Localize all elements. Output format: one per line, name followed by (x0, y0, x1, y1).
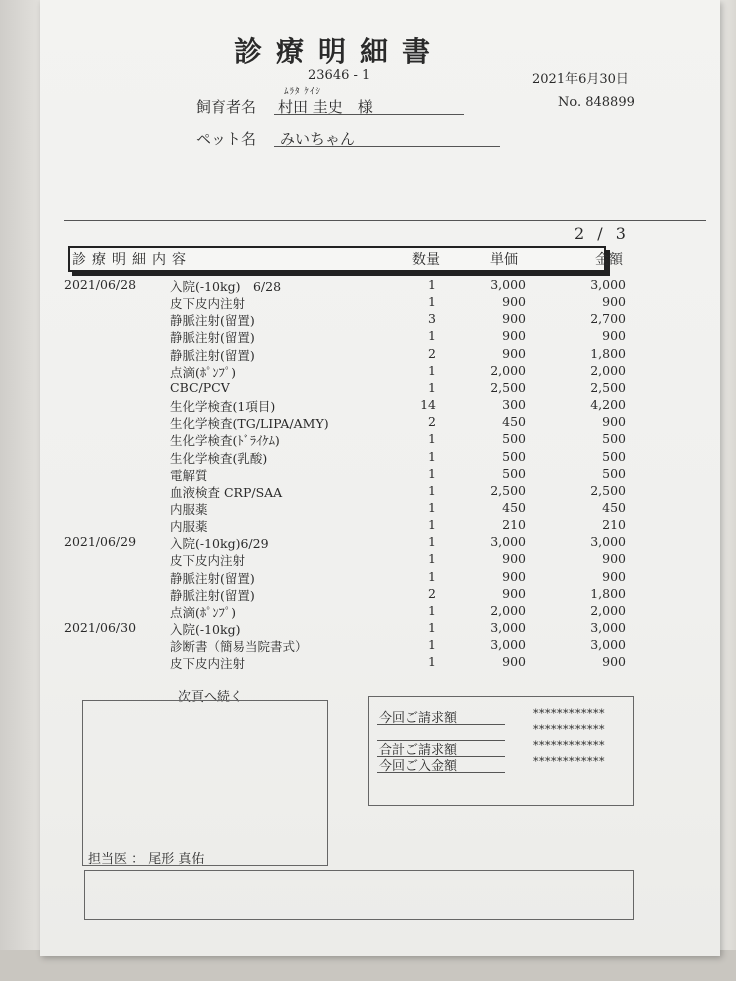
row-unit-price: 500 (502, 465, 526, 481)
row-quantity: 2 (428, 345, 436, 361)
row-item: 入院(-10kg) 6/28 (170, 279, 282, 294)
owner-name: 村田 圭史 様 (278, 98, 373, 116)
header-unit-price: 単価 (490, 252, 518, 268)
row-item: 入院(-10kg) (170, 622, 241, 637)
row-item: 静脈注射(留置) (170, 330, 255, 346)
row-unit-price: 2,000 (490, 362, 526, 378)
statement-number: No. 848899 (558, 95, 635, 110)
row-unit-price: 300 (502, 397, 526, 413)
row-item: 診断書（簡易当院書式） (170, 639, 308, 655)
table-row (40, 277, 720, 294)
row-amount: 3,000 (590, 534, 626, 550)
row-unit-price: 210 (502, 517, 526, 533)
table-row (40, 346, 720, 363)
row-amount: 1,800 (590, 585, 626, 601)
table-row (40, 363, 720, 380)
row-unit-price: 3,000 (490, 620, 526, 635)
row-unit-price: 900 (502, 654, 526, 670)
row-item: 静脈注射(留置) (170, 570, 255, 586)
row-quantity: 1 (428, 551, 436, 567)
table-row (40, 551, 720, 568)
row-quantity: 1 (428, 277, 436, 292)
row-amount: 2,000 (590, 602, 626, 618)
row-unit-price: 450 (502, 414, 526, 430)
summary-label: 今回ご入金額 (379, 759, 458, 774)
summary-box (368, 696, 634, 806)
row-amount: 3,000 (590, 620, 626, 635)
summary-value: ************ (533, 723, 605, 736)
row-amount: 900 (602, 328, 626, 344)
header-quantity: 数量 (412, 252, 440, 268)
row-quantity: 1 (428, 499, 436, 515)
summary-underline (377, 724, 505, 725)
pet-underline (274, 146, 500, 147)
row-item: 生化学検査(ﾄﾞﾗｲｹﾑ) (170, 433, 280, 449)
divider (64, 220, 706, 221)
header-content: 診療明細内容 (72, 252, 192, 268)
row-unit-price: 2,500 (490, 379, 526, 395)
row-quantity: 1 (428, 620, 436, 635)
table-row (40, 483, 720, 500)
row-amount: 2,500 (590, 379, 626, 395)
summary-underline (377, 772, 505, 773)
row-unit-price: 500 (502, 448, 526, 464)
table-row (40, 534, 720, 551)
row-item: 生化学検査(1項目) (170, 399, 276, 415)
row-amount: 900 (602, 568, 626, 584)
summary-label: 今回ご請求額 (379, 711, 458, 726)
row-amount: 900 (602, 551, 626, 567)
table-row (40, 380, 720, 397)
row-date: 2021/06/29 (64, 534, 137, 550)
continued-note: 次頁へ続く (178, 690, 244, 705)
background-left (0, 0, 40, 981)
row-item: 血液検査 CRP/SAA (170, 484, 283, 500)
summary-label: 合計ご請求額 (379, 743, 458, 758)
pet-label: ペット名 (196, 130, 257, 148)
document-title: 診療明細書 (234, 35, 445, 68)
row-item: 生化学検査(乳酸) (170, 450, 268, 466)
row-item: CBC/PCV (170, 379, 230, 395)
owner-ruby: ﾑﾗﾀ ｹｲｼ (284, 87, 321, 97)
table-row (40, 654, 720, 671)
table-row (40, 414, 720, 431)
table-row (40, 311, 720, 328)
row-unit-price: 3,000 (490, 534, 526, 550)
header-amount: 金額 (595, 252, 623, 268)
table-row (40, 397, 720, 414)
row-quantity: 1 (428, 294, 436, 310)
row-item: 入院(-10kg)6/29 (170, 536, 269, 552)
row-item: 皮下皮内注射 (170, 656, 246, 672)
row-item: 皮下皮内注射 (170, 296, 246, 312)
table-row (40, 620, 720, 637)
row-unit-price: 900 (502, 568, 526, 584)
row-quantity: 1 (428, 517, 436, 533)
row-unit-price: 900 (502, 311, 526, 327)
pet-name: みいちゃん (280, 130, 356, 148)
row-quantity: 1 (428, 431, 436, 447)
row-date: 2021/06/28 (64, 277, 137, 292)
row-amount: 2,500 (590, 482, 626, 498)
row-item: 静脈注射(留置) (170, 347, 255, 363)
statement-paper (40, 0, 720, 956)
row-item: 静脈注射(留置) (170, 587, 255, 603)
row-unit-price: 900 (502, 328, 526, 344)
row-amount: 500 (602, 431, 626, 447)
row-quantity: 1 (428, 654, 436, 670)
remarks-box (84, 870, 634, 920)
table-row (40, 637, 720, 654)
doctor-name: 担当医 ： 尾形 真佑 (88, 852, 205, 867)
table-row (40, 517, 720, 534)
table-row (40, 603, 720, 620)
row-quantity: 1 (428, 328, 436, 344)
row-quantity: 3 (428, 311, 436, 327)
row-unit-price: 900 (502, 551, 526, 567)
issue-date: 2021年6月30日 (532, 72, 629, 87)
row-item: 皮下皮内注射 (170, 553, 246, 569)
summary-value: ************ (533, 755, 605, 768)
row-amount: 450 (602, 499, 626, 515)
table-row (40, 431, 720, 448)
row-amount: 2,700 (590, 311, 626, 327)
row-quantity: 1 (428, 482, 436, 498)
owner-underline (274, 114, 464, 115)
table-row (40, 449, 720, 466)
row-amount: 4,200 (590, 397, 626, 413)
row-amount: 500 (602, 448, 626, 464)
summary-value: ************ (533, 739, 605, 752)
page-indicator: 2 / 3 (574, 224, 630, 243)
row-item: 生化学検査(TG/LIPA/AMY) (170, 416, 329, 432)
row-quantity: 1 (428, 465, 436, 481)
row-quantity: 2 (428, 414, 436, 430)
table-row (40, 569, 720, 586)
row-item: 点滴(ﾎﾟﾝﾌﾟ) (170, 364, 237, 380)
row-item: 電解質 (170, 467, 208, 483)
row-unit-price: 900 (502, 345, 526, 361)
row-amount: 900 (602, 294, 626, 310)
table-row (40, 294, 720, 311)
row-amount: 2,000 (590, 362, 626, 378)
row-amount: 3,000 (590, 277, 626, 292)
row-item: 内服薬 (170, 501, 208, 517)
row-unit-price: 450 (502, 499, 526, 515)
row-quantity: 2 (428, 585, 436, 601)
row-quantity: 14 (420, 397, 436, 413)
row-quantity: 1 (428, 362, 436, 378)
row-unit-price: 3,000 (490, 637, 526, 653)
table-row (40, 500, 720, 517)
row-quantity: 1 (428, 602, 436, 618)
row-quantity: 1 (428, 568, 436, 584)
row-quantity: 1 (428, 534, 436, 550)
row-unit-price: 2,000 (490, 602, 526, 618)
row-unit-price: 3,000 (490, 277, 526, 292)
row-amount: 900 (602, 654, 626, 670)
row-item: 内服薬 (170, 519, 208, 535)
row-unit-price: 900 (502, 294, 526, 310)
table-row (40, 586, 720, 603)
row-quantity: 1 (428, 379, 436, 395)
row-quantity: 1 (428, 448, 436, 464)
row-amount: 500 (602, 465, 626, 481)
table-row (40, 466, 720, 483)
row-item: 静脈注射(留置) (170, 313, 255, 329)
notes-box (82, 700, 328, 866)
row-unit-price: 500 (502, 431, 526, 447)
summary-value: ************ (533, 707, 605, 720)
row-amount: 1,800 (590, 345, 626, 361)
row-item: 点滴(ﾎﾟﾝﾌﾟ) (170, 604, 237, 620)
row-unit-price: 2,500 (490, 482, 526, 498)
table-row (40, 328, 720, 345)
row-amount: 900 (602, 414, 626, 430)
document-number: 23646 - 1 (308, 68, 371, 83)
row-amount: 3,000 (590, 637, 626, 653)
row-unit-price: 900 (502, 585, 526, 601)
row-quantity: 1 (428, 637, 436, 653)
row-amount: 210 (602, 517, 626, 533)
row-date: 2021/06/30 (64, 620, 137, 635)
owner-label: 飼育者名 (196, 98, 257, 116)
